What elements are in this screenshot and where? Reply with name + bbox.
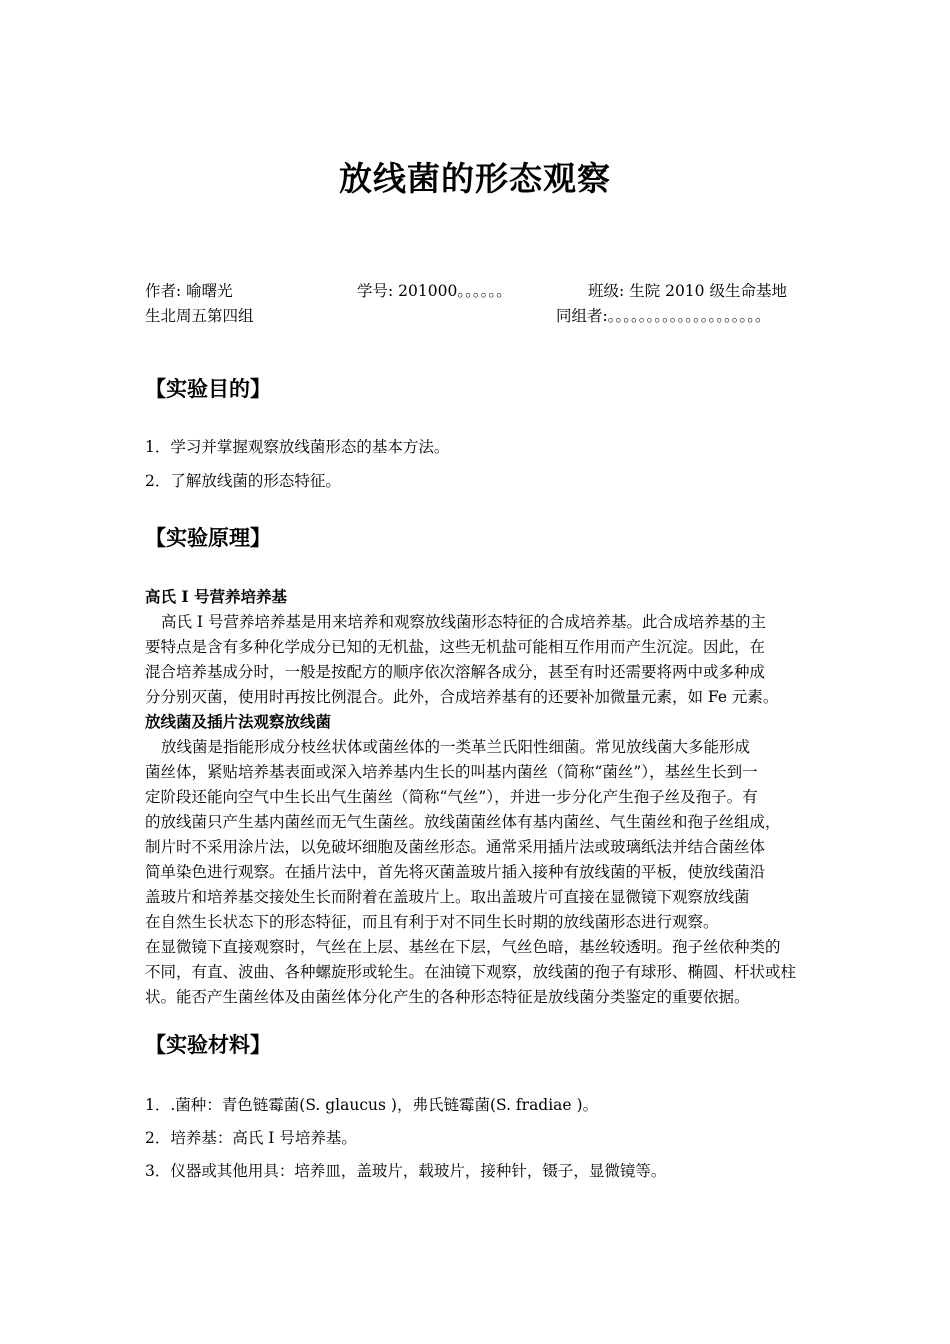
student-id-field: 学号: 201000。。。。。。: [357, 282, 512, 300]
paragraph-line: 不同，有直、波曲、各种螺旋形或轮生。在油镜下观察，放线菌的孢子有球形、椭圆、杆状或柱: [145, 963, 797, 981]
section-heading-materials: 【实验材料】: [145, 1032, 271, 1057]
paragraph-line: 菌丝体，紧贴培养基表面或深入培养基内生长的叫基内菌丝（简称“菌丝”），基丝生长到一: [145, 763, 758, 781]
subheading-medium: 高氏 I 号营养培养基: [145, 587, 288, 606]
paragraph-line: 分分别灭菌，使用时再按比例混合。此外，合成培养基有的还要补加微量元素，如 Fe 元素。: [145, 688, 779, 706]
paragraph-line: 状。能否产生菌丝体及由菌丝体分化产生的各种形态特征是放线菌分类鉴定的重要依据。: [145, 988, 750, 1006]
paragraph-line: 要特点是含有多种化学成分已知的无机盐，这些无机盐可能相互作用而产生沉淀。因此，在: [145, 638, 766, 656]
paragraph-line: 定阶段还能向空气中生长出气生菌丝（简称“气丝”），并进一步分化产生孢子丝及孢子。有: [145, 788, 758, 806]
subheading-actinomycetes: 放线菌及插片法观察放线菌: [145, 712, 332, 731]
author-field: 作者: 喻曙光: [145, 282, 233, 300]
document-title: 放线菌的形态观察: [339, 159, 611, 198]
group-members-field: 同组者:。。。。。。。。。。。。。。。。。。。。: [556, 307, 771, 325]
class-group-line: 生北周五第四组: [145, 307, 254, 325]
paragraph-line: 在显微镜下直接观察时，气丝在上层、基丝在下层，气丝色暗，基丝较透明。孢子丝依种类的: [145, 938, 781, 956]
list-item: 1．.菌种：青色链霉菌(S. glaucus )，弗氏链霉菌(S. fradiae )。: [145, 1096, 599, 1114]
list-item: 2．培养基：高氏 I 号培养基。: [145, 1129, 357, 1147]
list-item: 1．学习并掌握观察放线菌形态的基本方法。: [145, 438, 450, 456]
paragraph-line: 高氏 I 号营养培养基是用来培养和观察放线菌形态特征的合成培养基。此合成培养基的主: [161, 613, 766, 631]
paragraph-line: 的放线菌只产生基内菌丝而无气生菌丝。放线菌菌丝体有基内菌丝、气生菌丝和孢子丝组成，: [145, 813, 781, 831]
paragraph-line: 简单染色进行观察。在插片法中，首先将灭菌盖玻片插入接种有放线菌的平板，使放线菌沿: [145, 863, 766, 881]
section-heading-purpose: 【实验目的】: [145, 376, 271, 401]
paragraph-line: 混合培养基成分时，一般是按配方的顺序依次溶解各成分，甚至有时还需要将两中或多种成: [145, 663, 766, 681]
list-item: 3．仪器或其他用具：培养皿，盖玻片，载玻片，接种针，镊子，显微镜等。: [145, 1162, 667, 1180]
list-item: 2．了解放线菌的形态特征。: [145, 472, 341, 490]
paragraph-line: 盖玻片和培养基交接处生长而附着在盖玻片上。取出盖玻片可直接在显微镜下观察放线菌: [145, 888, 750, 906]
class-field: 班级: 生院 2010 级生命基地: [588, 282, 787, 300]
paragraph-line: 在自然生长状态下的形态特征，而且有利于对不同生长时期的放线菌形态进行观察。: [145, 913, 719, 931]
paragraph-line: 放线菌是指能形成分枝丝状体或菌丝体的一类革兰氏阳性细菌。常见放线菌大多能形成: [161, 738, 751, 756]
paragraph-line: 制片时不采用涂片法，以免破坏细胞及菌丝形态。通常采用插片法或玻璃纸法并结合菌丝体: [145, 838, 766, 856]
section-heading-principle: 【实验原理】: [145, 525, 271, 550]
